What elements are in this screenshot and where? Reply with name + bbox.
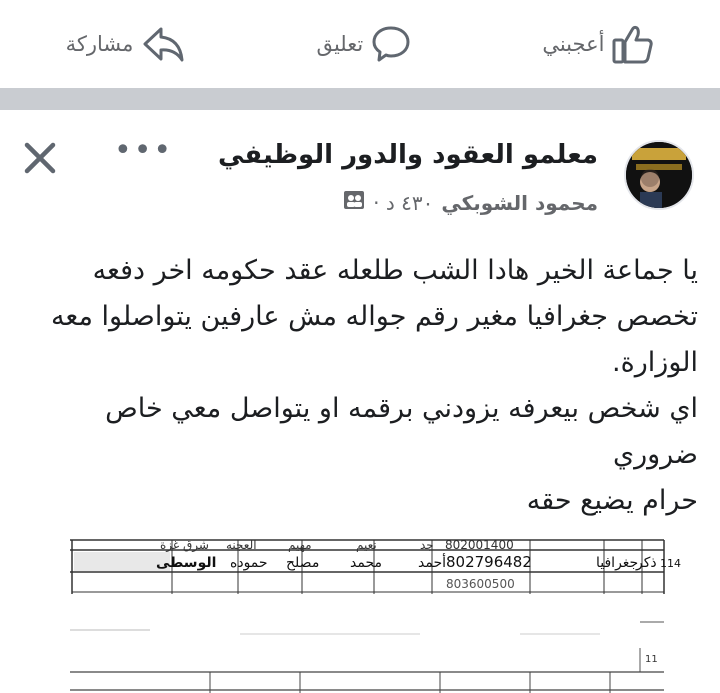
scanned-table-image [0, 522, 720, 693]
post-text-line: ضروري [612, 439, 698, 470]
group-audience-icon [343, 190, 365, 215]
table-cell: 802001400 [445, 538, 514, 552]
table-cell: 114 [660, 557, 681, 570]
table-cell: الوسطى [156, 555, 217, 571]
page-marker: 11 [645, 654, 658, 665]
group-avatar[interactable] [624, 140, 694, 210]
post-text-line: الوزارة. [612, 347, 698, 378]
table-cell: جغرافيا [596, 555, 639, 571]
post-header [0, 110, 720, 230]
close-button[interactable] [22, 140, 58, 176]
table-cell: نعيم [356, 538, 377, 552]
table-cell: محمد [350, 555, 382, 571]
table-cell: أحمد [418, 555, 446, 571]
feed-separator [0, 88, 720, 110]
post-time[interactable]: ٤٣٠ د · [373, 190, 434, 215]
close-icon [22, 140, 58, 176]
more-options-button[interactable]: ••• [114, 133, 174, 168]
group-name[interactable]: معلمو العقود والدور الوظيفي [217, 140, 598, 170]
thumbs-up-icon [612, 24, 654, 64]
table-cell: 803600500 [446, 577, 515, 591]
like-button[interactable] [542, 24, 654, 64]
table-cell: مهيم [288, 538, 312, 552]
post-photo[interactable] [0, 522, 720, 693]
table-cell: العجنه [226, 538, 257, 552]
avatar-photo [626, 142, 692, 208]
table-cell: شرق غزة [160, 538, 209, 552]
table-cell: جد [420, 538, 434, 552]
post-action-bar [0, 0, 720, 88]
speech-bubble-icon [371, 24, 411, 64]
comment-button[interactable] [316, 24, 411, 64]
author-name[interactable]: محمود الشوبكي [441, 190, 598, 215]
share-label: مشاركة [65, 32, 134, 56]
comment-label: تعليق [316, 32, 364, 56]
table-cell: 802796482 [446, 553, 532, 571]
table-cell: ذكر [636, 555, 657, 571]
share-arrow-icon [141, 24, 185, 64]
table-cell: مصلح [286, 555, 320, 571]
post-text-line: اي شخص بيعرفه يزودني برقمه او يتواصل معي خاص [105, 393, 698, 424]
share-button[interactable] [66, 24, 186, 64]
table-cell: حموده [230, 555, 268, 571]
like-label: أعجبني [542, 32, 605, 56]
post-meta [343, 190, 598, 215]
post-text-line: يا جماعة الخير هادا الشب طلعله عقد حكومه اخر دفعه [92, 255, 698, 286]
post-text-line: تخصص جغرافيا مغير رقم جواله مش عارفين يتواصلوا معه [50, 301, 698, 332]
post-text-line: حرام يضيع حقه [526, 485, 698, 516]
post-body [18, 248, 698, 524]
